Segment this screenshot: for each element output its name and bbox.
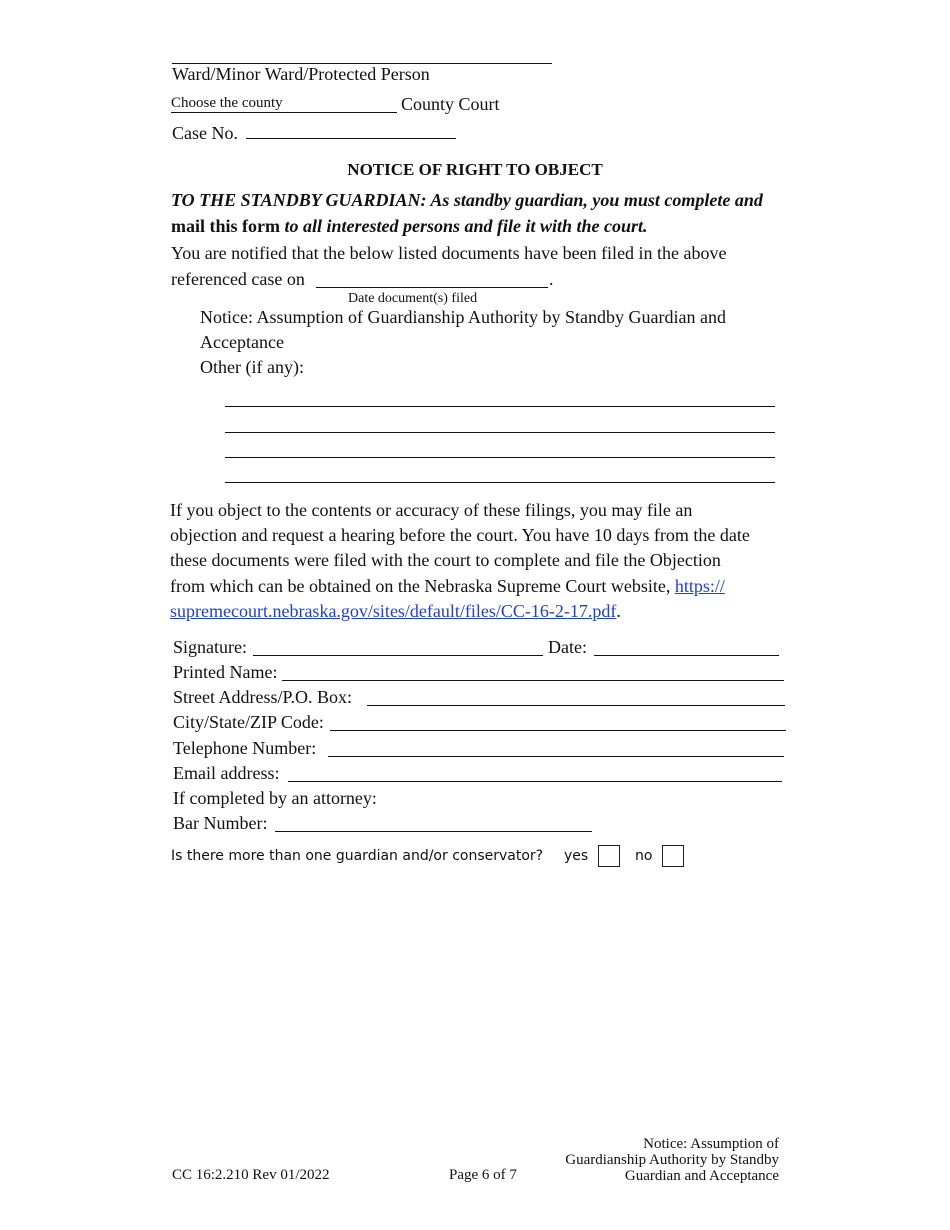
objection-form-link[interactable]: supremecourt.nebraska.gov/sites/default/files/CC-16-2-17.pdf — [170, 601, 617, 621]
bar-number-field[interactable] — [275, 813, 592, 832]
objection-line-4-text: from which can be obtained on the Nebraska Supreme Court website, — [170, 576, 675, 596]
other-document-line-1[interactable] — [225, 388, 775, 407]
signature-field[interactable] — [253, 637, 543, 656]
email-field[interactable] — [288, 763, 782, 782]
objection-line-1: If you object to the contents or accuracy of these filings, you may file an — [170, 500, 693, 520]
objection-line-5 — [170, 601, 621, 622]
ward-label: Ward/Minor Ward/Protected Person — [172, 64, 430, 84]
date-caption: Date document(s) filed — [348, 291, 478, 306]
filed-date-field[interactable] — [316, 269, 548, 288]
objection-line-4 — [170, 576, 725, 597]
notified-line-2: referenced case on — [171, 269, 305, 289]
objection-period: . — [616, 601, 621, 621]
telephone-field[interactable] — [328, 738, 784, 757]
yes-checkbox[interactable] — [598, 845, 620, 867]
street-address-field[interactable] — [367, 687, 785, 706]
page-title: NOTICE OF RIGHT TO OBJECT — [347, 160, 603, 179]
other-documents-label: Other (if any): — [200, 357, 304, 377]
footer-doc-title-line-2: Guardianship Authority by Standby — [565, 1152, 779, 1168]
notified-line-1: You are notified that the below listed documents have been filed in the above — [171, 243, 727, 263]
date-label: Date: — [548, 637, 587, 657]
document-item-1-line-1: Notice: Assumption of Guardianship Authority by Standby Guardian and — [200, 307, 726, 327]
ward-name-field[interactable] — [172, 45, 552, 64]
case-no-field[interactable] — [246, 120, 456, 139]
objection-line-3: these documents were filed with the court to complete and file the Objection — [170, 550, 721, 570]
footer-form-code: CC 16:2.210 Rev 01/2022 — [172, 1167, 330, 1183]
no-label: no — [635, 848, 653, 864]
objection-form-link-start[interactable]: https:// — [674, 576, 725, 596]
city-state-zip-field[interactable] — [330, 712, 786, 731]
footer-doc-title — [565, 1136, 779, 1184]
other-document-line-3[interactable] — [225, 439, 775, 458]
date-field[interactable] — [594, 637, 779, 656]
instruction-mail-italic: to all interested persons and file it with the court. — [279, 216, 648, 236]
no-checkbox[interactable] — [662, 845, 684, 867]
email-label: Email address: — [173, 763, 280, 783]
guardian-question: Is there more than one guardian and/or conservator? — [171, 848, 544, 864]
county-court-label: County Court — [401, 94, 500, 114]
other-document-line-4[interactable] — [225, 464, 775, 483]
instruction-line-1: TO THE STANDBY GUARDIAN: As standby guardian, you must complete and — [171, 190, 763, 210]
notified-period: . — [549, 269, 554, 289]
signature-label: Signature: — [173, 637, 247, 657]
city-state-zip-label: City/State/ZIP Code: — [173, 712, 324, 732]
document-item-1-line-2: Acceptance — [200, 332, 284, 352]
instruction-line-2 — [171, 216, 648, 237]
footer-page-number: Page 6 of 7 — [449, 1167, 517, 1183]
street-address-label: Street Address/P.O. Box: — [173, 687, 353, 707]
other-document-line-2[interactable] — [225, 414, 775, 433]
attorney-label: If completed by an attorney: — [173, 788, 377, 808]
case-no-label: Case No. — [172, 123, 238, 143]
printed-name-field[interactable] — [282, 662, 784, 681]
county-select[interactable] — [171, 92, 397, 113]
county-select-placeholder: Choose the county — [171, 95, 283, 111]
printed-name-label: Printed Name: — [173, 662, 278, 682]
bar-number-label: Bar Number: — [173, 813, 268, 833]
instruction-mail-bold: mail this form — [171, 216, 280, 236]
objection-line-2: objection and request a hearing before the court. You have 10 days from the date — [170, 525, 750, 545]
footer-doc-title-line-1: Notice: Assumption of — [643, 1136, 779, 1152]
yes-label: yes — [564, 848, 589, 864]
footer-doc-title-line-3: Guardian and Acceptance — [624, 1168, 779, 1184]
telephone-label: Telephone Number: — [173, 738, 317, 758]
